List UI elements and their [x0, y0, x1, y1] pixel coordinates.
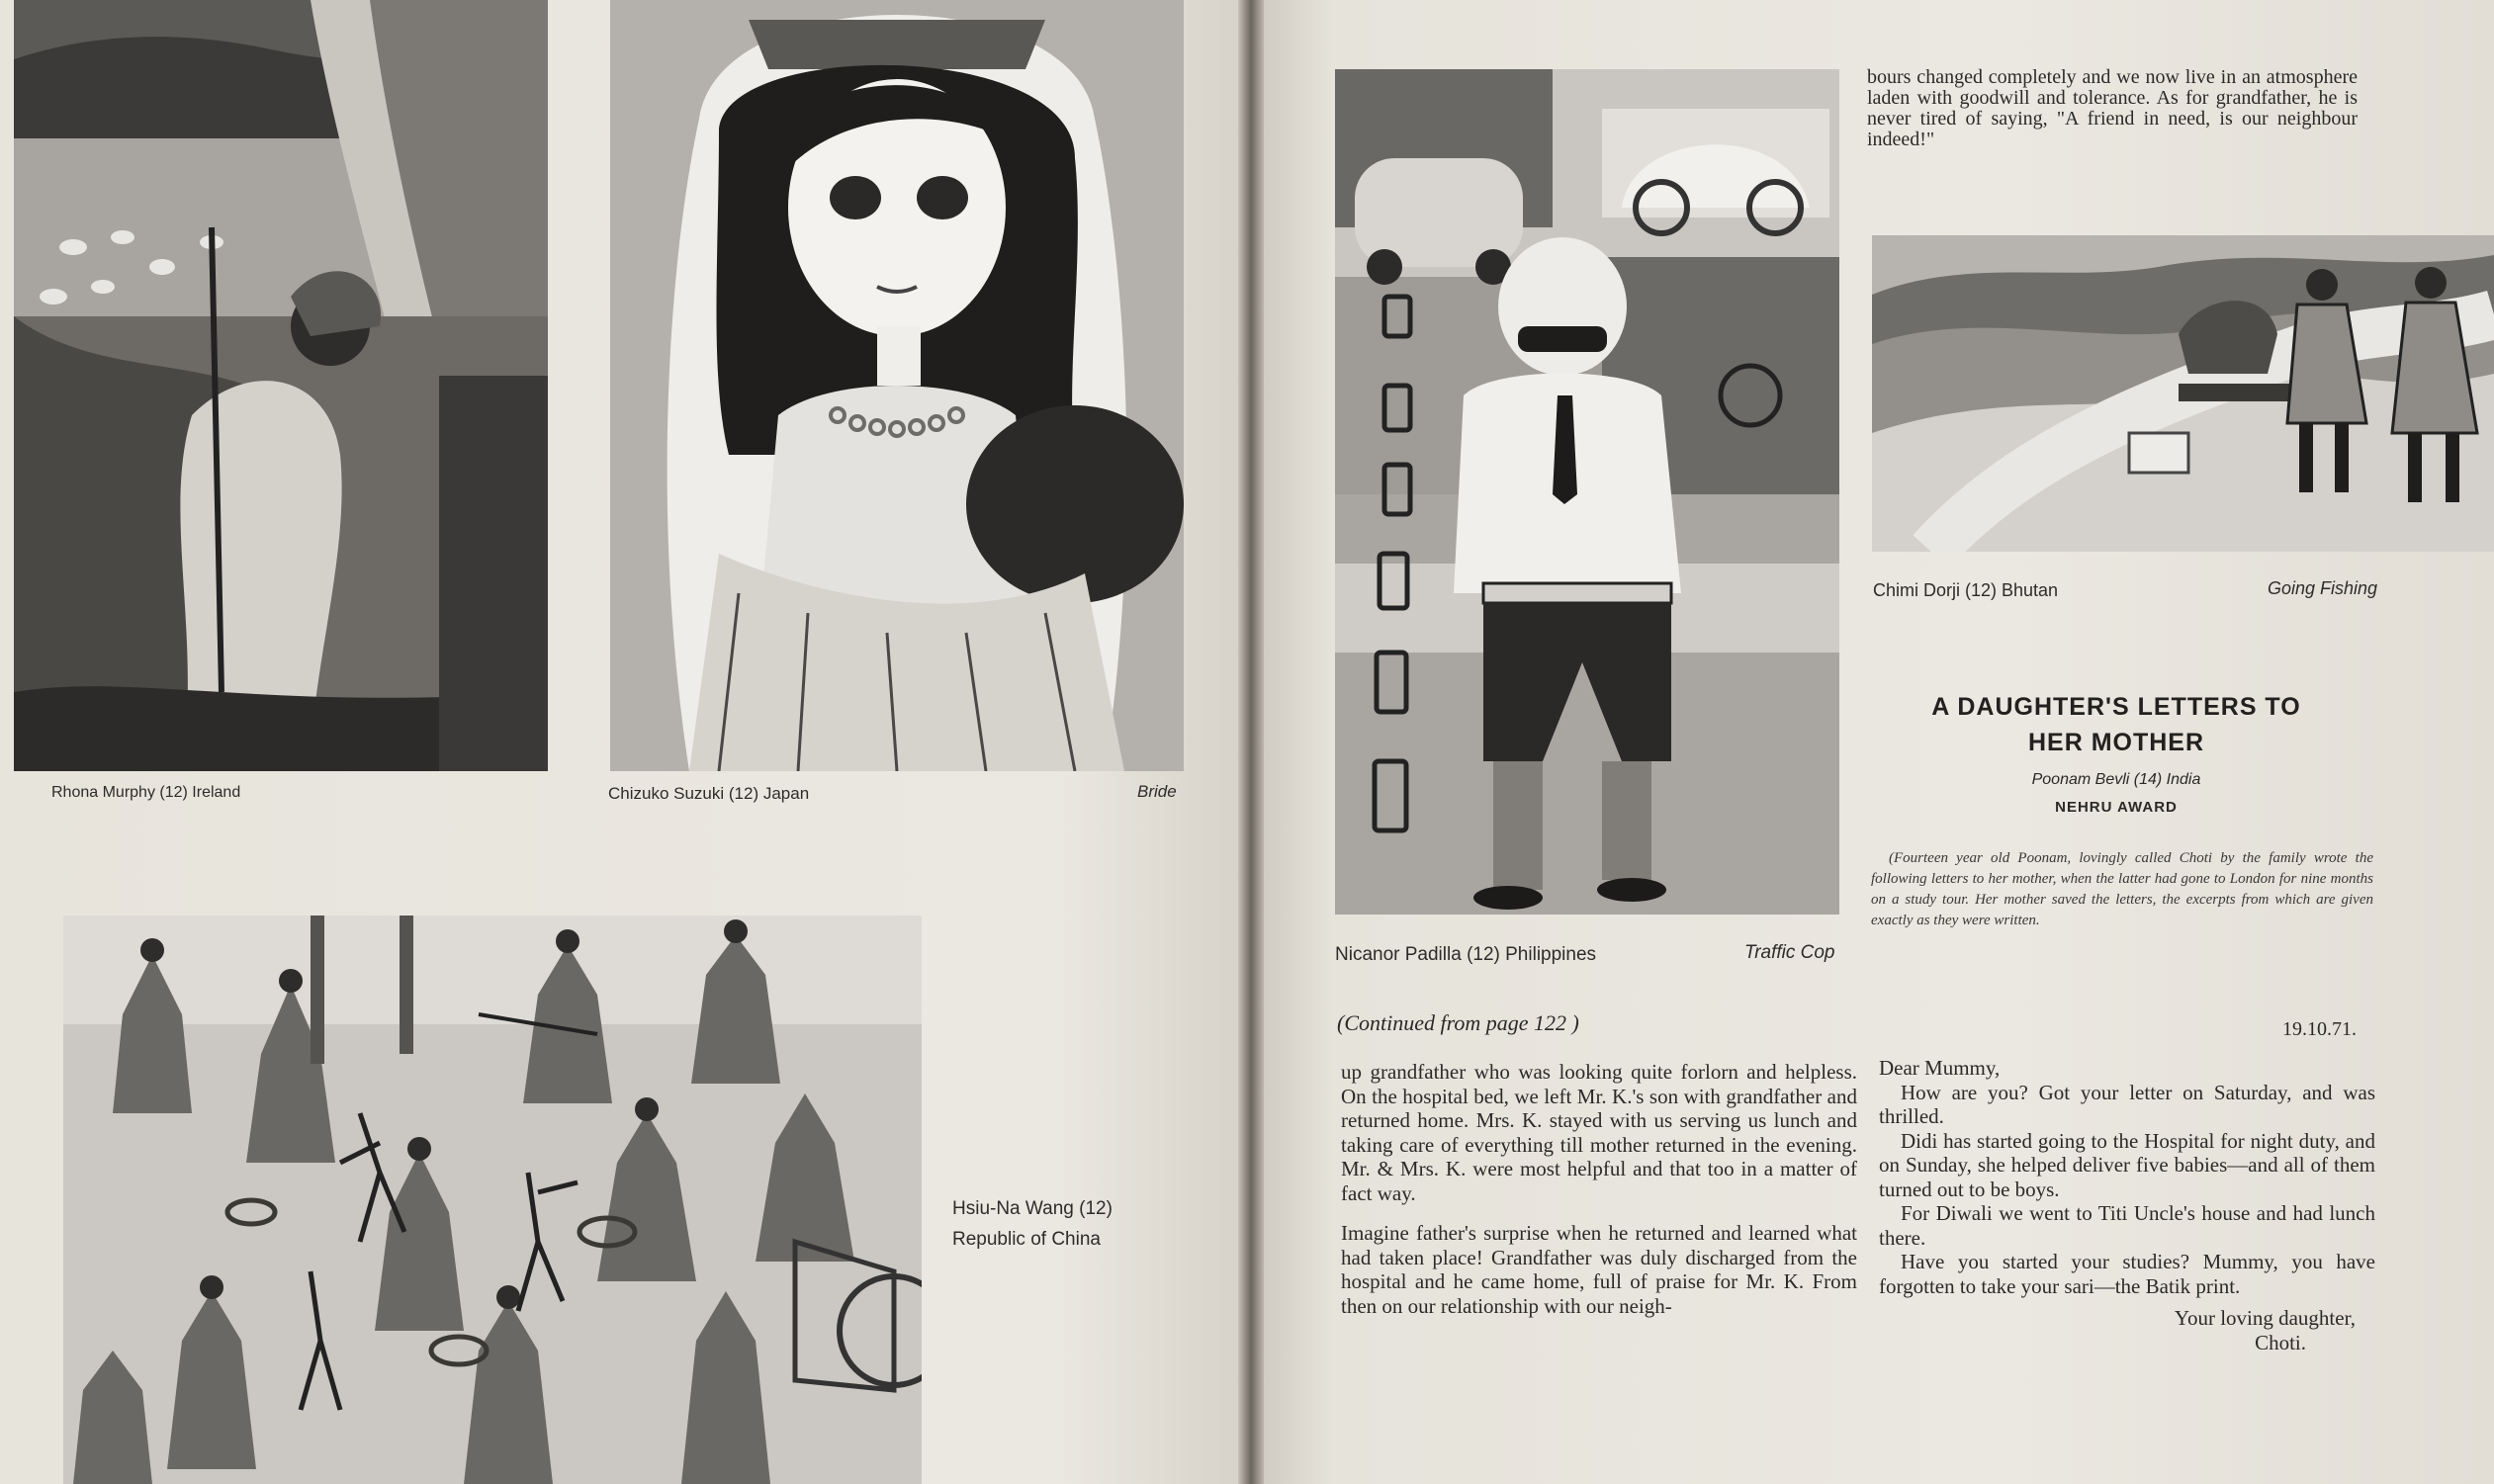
letter-paragraph-1: How are you? Got your letter on Saturday, and was thrilled. — [1879, 1080, 2375, 1128]
caption-traffic-cop-title: Traffic Cop — [1744, 942, 1835, 963]
column-one-text — [1341, 1060, 1857, 1318]
continued-from-note: (Continued from page 122 ) — [1337, 1010, 1579, 1035]
column-one-paragraph-2: Imagine father's surprise when he returned and learned what had taken place! Grandfather was duly discharged from the hospital and he came home, full of praise for Mr. K. From then on our relationship with our neigh- — [1341, 1221, 1857, 1318]
caption-nicanor-padilla: Nicanor Padilla (12) Philippines — [1335, 944, 1597, 965]
painting-bride — [610, 0, 1184, 771]
letter-paragraph-4: Have you started your studies? Mummy, you have forgotten to take your sari—the Batik print. — [1879, 1250, 2375, 1298]
caption-chimi-dorji: Chimi Dorji (12) Bhutan — [1873, 580, 2059, 600]
caption-republic-of-china: Republic of China — [952, 1229, 1101, 1250]
article-title-line1: A DAUGHTER'S LETTERS TO — [1931, 693, 2301, 721]
article-intro: (Fourteen year old Poonam, lovingly called Choti by the family wrote the following letters to her mother, when the latter had gone to London for nine months on a study tour. Her mother saved the letters, the excerpts from which are given exactly as they were written. — [1871, 850, 2373, 928]
article-title-line2: HER MOTHER — [2027, 729, 2205, 756]
caption-going-fishing-title: Going Fishing — [2268, 578, 2378, 598]
letter-closing: Your loving daughter, — [2174, 1306, 2356, 1330]
letter-column — [1879, 1056, 2375, 1354]
book-gutter — [1238, 0, 1264, 1484]
letter-paragraph-3: For Diwali we went to Titi Uncle's house and had lunch there. — [1879, 1201, 2375, 1250]
caption-chizuko-suzuki: Chizuko Suzuki (12) Japan — [608, 784, 810, 803]
painting-traffic-cop — [1335, 69, 1839, 915]
letter-date: 19.10.71. — [2282, 1018, 2357, 1040]
caption-bride-title: Bride — [1137, 782, 1177, 801]
article-author: Poonam Bevli (14) India — [2031, 771, 2201, 788]
caption-rhona-murphy: Rhona Murphy (12) Ireland — [51, 784, 241, 801]
column-one-paragraph-1: up grandfather who was looking quite forlorn and helpless. On the hospital bed, we left Mr. K.'s son with grandfather and returned home. Mrs. K. stayed with us serving us lunch and taking care of everything till mother returned in the evening. Mr. & Mrs. K. were most helpful and that too in a matter of fact way. — [1341, 1060, 1857, 1205]
painting-ireland-landscape — [14, 0, 548, 771]
letter-salutation: Dear Mummy, — [1879, 1056, 2001, 1080]
letter-paragraph-2: Didi has started going to the Hospital for night duty, and on Sunday, she helped deliver five babies—and all of them turned out to be boys. — [1879, 1128, 2375, 1201]
painting-going-fishing — [1872, 235, 2494, 552]
article-award: NEHRU AWARD — [2055, 799, 2178, 816]
painting-village-workers — [63, 916, 922, 1484]
top-continuation-text: bours changed completely and we now live in an atmosphere laden with goodwill and tolerance. As for grandfather, he is never tired of saying, "A friend in need, is our neighbour indeed!" — [1867, 66, 2358, 150]
caption-hsiu-na-wang: Hsiu-Na Wang (12) — [952, 1198, 1113, 1219]
letter-signature: Choti. — [2255, 1330, 2306, 1354]
